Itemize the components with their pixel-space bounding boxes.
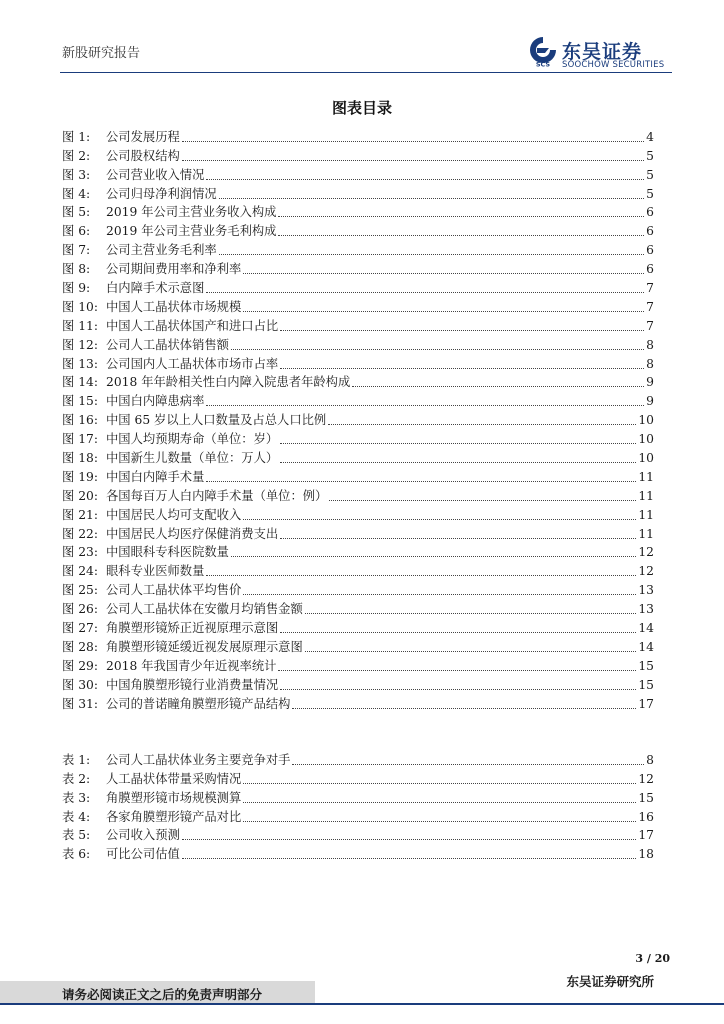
toc-entry-number: 图 24: bbox=[62, 564, 98, 579]
toc-entry-page: 6 bbox=[646, 243, 654, 258]
toc-entry-number: 图 15: bbox=[62, 394, 98, 409]
toc-entry-label: 公司的普诺瞳角膜塑形镜产品结构 bbox=[106, 696, 291, 711]
toc-leader-dots bbox=[243, 821, 636, 822]
toc-entry-page: 16 bbox=[638, 809, 654, 824]
toc-leader-dots bbox=[243, 519, 636, 520]
toc-entry-page: 4 bbox=[646, 129, 654, 144]
toc-entry-page: 17 bbox=[638, 696, 654, 711]
toc-entry-label: 中国角膜塑形镜行业消费量情况 bbox=[106, 677, 279, 692]
toc-entry-label: 中国白内障手术量 bbox=[106, 469, 205, 484]
toc-entry-page: 8 bbox=[646, 356, 654, 371]
toc-entry-label: 中国 65 岁以上人口数量及占总人口比例 bbox=[106, 413, 327, 428]
toc-entry-number: 图 27: bbox=[62, 621, 98, 636]
brand-name-en: SOOCHOW SECURITIES bbox=[562, 60, 665, 70]
toc-entry-number: 图 26: bbox=[62, 602, 98, 617]
toc-entry-label: 角膜塑形镜延缓近视发展原理示意图 bbox=[106, 639, 303, 654]
toc-leader-dots bbox=[278, 216, 644, 217]
brand-mark-text: SCS bbox=[535, 60, 551, 68]
toc-leader-dots bbox=[219, 254, 644, 255]
toc-entry-number: 图 11: bbox=[62, 318, 98, 333]
toc-entry-number: 图 22: bbox=[62, 526, 98, 541]
toc-leader-dots bbox=[280, 368, 644, 369]
toc-entry-label: 公司人工晶状体平均售价 bbox=[106, 583, 242, 598]
toc-leader-dots bbox=[206, 292, 644, 293]
toc-leader-dots bbox=[278, 235, 644, 236]
toc-entry-page: 13 bbox=[638, 602, 654, 617]
toc-entry-label: 公司股权结构 bbox=[106, 148, 180, 163]
toc-entry-page: 11 bbox=[638, 526, 654, 541]
toc-entry-number: 表 2: bbox=[62, 771, 91, 786]
figure-entry[interactable] bbox=[62, 504, 654, 523]
toc-entry-label: 中国人工晶状体市场规模 bbox=[106, 299, 242, 314]
toc-entry-number: 图 23: bbox=[62, 545, 98, 560]
toc-entry-number: 图 6: bbox=[62, 224, 91, 239]
footer-divider bbox=[0, 1003, 724, 1005]
toc-leader-dots bbox=[328, 424, 636, 425]
toc-entry-page: 5 bbox=[646, 148, 654, 163]
toc-entry-page: 5 bbox=[646, 167, 654, 182]
toc-entry-label: 中国人均预期寿命（单位：岁） bbox=[106, 432, 279, 447]
toc-entry-number: 图 16: bbox=[62, 413, 98, 428]
toc-leader-dots bbox=[280, 443, 636, 444]
figure-entry[interactable] bbox=[62, 485, 654, 504]
toc-entry-number: 图 28: bbox=[62, 639, 98, 654]
figure-entry[interactable] bbox=[62, 560, 654, 579]
toc-entry-label: 中国新生儿数量（单位：万人） bbox=[106, 451, 279, 466]
toc-entry-number: 表 4: bbox=[62, 809, 91, 824]
figure-entry[interactable] bbox=[62, 277, 654, 296]
toc-leader-dots bbox=[206, 405, 644, 406]
toc-leader-dots bbox=[280, 330, 644, 331]
toc-entry-label: 中国白内障患病率 bbox=[106, 394, 205, 409]
toc-leader-dots bbox=[243, 594, 636, 595]
toc-leader-dots bbox=[243, 311, 644, 312]
toc-leader-dots bbox=[243, 273, 644, 274]
toc-entry-number: 图 9: bbox=[62, 281, 91, 296]
table-entry[interactable] bbox=[62, 825, 654, 844]
toc-entry-page: 14 bbox=[638, 639, 654, 654]
figure-entry[interactable] bbox=[62, 164, 654, 183]
toc-entry-number: 图 8: bbox=[62, 262, 91, 277]
toc-entry-label: 公司人工晶状体销售额 bbox=[106, 337, 229, 352]
toc-entry-page: 8 bbox=[646, 337, 654, 352]
toc-entry-page: 18 bbox=[638, 847, 654, 862]
toc-entry-number: 图 25: bbox=[62, 583, 98, 598]
toc-entry-page: 8 bbox=[646, 752, 654, 767]
toc-entry-label: 各国每百万人白内障手术量（单位：例） bbox=[106, 488, 328, 503]
toc-entry-page: 13 bbox=[638, 583, 654, 598]
figure-entry[interactable] bbox=[62, 334, 654, 353]
footer-institute: 东吴证券研究所 bbox=[566, 974, 654, 989]
toc-entry-number: 图 18: bbox=[62, 451, 98, 466]
toc-entry-number: 图 3: bbox=[62, 167, 91, 182]
brand-name-cn: 东吴证券 bbox=[562, 41, 643, 63]
toc-entry-label: 2018 年我国青少年近视率统计 bbox=[106, 658, 277, 673]
toc-entry-label: 公司归母净利润情况 bbox=[106, 186, 217, 201]
toc-entry-number: 图 20: bbox=[62, 488, 98, 503]
table-list bbox=[62, 749, 654, 862]
brand-logo bbox=[528, 36, 678, 70]
table-entry[interactable] bbox=[62, 768, 654, 787]
figure-entry[interactable] bbox=[62, 466, 654, 485]
toc-entry-label: 2018 年年龄相关性白内障入院患者年龄构成 bbox=[106, 375, 351, 390]
toc-entry-label: 白内障手术示意图 bbox=[106, 281, 205, 296]
toc-entry-page: 7 bbox=[646, 281, 654, 296]
toc-entry-label: 各家角膜塑形镜产品对比 bbox=[106, 809, 242, 824]
figure-entry[interactable] bbox=[62, 636, 654, 655]
toc-leader-dots bbox=[219, 198, 644, 199]
figure-entry[interactable] bbox=[62, 617, 654, 636]
figure-entry[interactable] bbox=[62, 447, 654, 466]
toc-entry-number: 图 19: bbox=[62, 469, 98, 484]
figure-entry[interactable] bbox=[62, 428, 654, 447]
figure-entry[interactable] bbox=[62, 542, 654, 561]
toc-leader-dots bbox=[278, 670, 636, 671]
toc-entry-page: 5 bbox=[646, 186, 654, 201]
figure-entry[interactable] bbox=[62, 202, 654, 221]
toc-leader-dots bbox=[352, 386, 644, 387]
figure-entry[interactable] bbox=[62, 579, 654, 598]
toc-entry-number: 图 7: bbox=[62, 243, 91, 258]
toc-entry-label: 可比公司估值 bbox=[106, 847, 180, 862]
toc-entry-page: 11 bbox=[638, 469, 654, 484]
figure-entry[interactable] bbox=[62, 220, 654, 239]
toc-entry-page: 14 bbox=[638, 621, 654, 636]
toc-entry-page: 7 bbox=[646, 318, 654, 333]
toc-entry-label: 公司发展历程 bbox=[106, 129, 180, 144]
toc-leader-dots bbox=[280, 689, 636, 690]
toc-leader-dots bbox=[206, 179, 644, 180]
toc-entry-page: 12 bbox=[638, 564, 654, 579]
toc-entry-label: 公司营业收入情况 bbox=[106, 167, 205, 182]
toc-entry-page: 15 bbox=[638, 790, 654, 805]
toc-entry-number: 表 3: bbox=[62, 790, 91, 805]
figure-entry[interactable] bbox=[62, 390, 654, 409]
toc-leader-dots bbox=[305, 651, 637, 652]
figure-list bbox=[62, 126, 654, 712]
toc-leader-dots bbox=[292, 708, 636, 709]
figure-entry[interactable] bbox=[62, 183, 654, 202]
toc-entry-number: 表 1: bbox=[62, 752, 91, 767]
toc-entry-page: 10 bbox=[638, 451, 654, 466]
toc-entry-page: 15 bbox=[638, 677, 654, 692]
toc-entry-label: 2019 年公司主营业务毛利构成 bbox=[106, 224, 277, 239]
toc-entry-number: 图 5: bbox=[62, 205, 91, 220]
toc-entry-label: 公司主营业务毛利率 bbox=[106, 243, 217, 258]
toc-entry-page: 12 bbox=[638, 771, 654, 786]
header-report-type: 新股研究报告 bbox=[62, 46, 141, 61]
toc-entry-number: 图 29: bbox=[62, 658, 98, 673]
toc-entry-label: 人工晶状体带量采购情况 bbox=[106, 771, 242, 786]
figure-entry[interactable] bbox=[62, 655, 654, 674]
toc-leader-dots bbox=[329, 500, 636, 501]
toc-leader-dots bbox=[231, 556, 636, 557]
toc-entry-number: 图 21: bbox=[62, 507, 98, 522]
figure-entry[interactable] bbox=[62, 409, 654, 428]
toc-entry-label: 公司国内人工晶状体市场市占率 bbox=[106, 356, 279, 371]
toc-entry-number: 图 31: bbox=[62, 696, 98, 711]
figure-entry[interactable] bbox=[62, 372, 654, 391]
toc-entry-number: 图 17: bbox=[62, 432, 98, 447]
toc-leader-dots bbox=[292, 764, 644, 765]
toc-leader-dots bbox=[182, 141, 644, 142]
toc-entry-label: 公司期间费用率和净利率 bbox=[106, 262, 242, 277]
toc-leader-dots bbox=[305, 613, 637, 614]
toc-leader-dots bbox=[182, 858, 637, 859]
toc-entry-number: 表 6: bbox=[62, 847, 91, 862]
toc-entry-number: 图 30: bbox=[62, 677, 98, 692]
toc-entry-label: 公司收入预测 bbox=[106, 828, 180, 843]
figure-entry[interactable] bbox=[62, 258, 654, 277]
toc-entry-page: 6 bbox=[646, 262, 654, 277]
toc-leader-dots bbox=[206, 481, 636, 482]
toc-entry-label: 中国眼科专科医院数量 bbox=[106, 545, 229, 560]
header-divider bbox=[60, 72, 672, 73]
toc-entry-label: 角膜塑形镜市场规模测算 bbox=[106, 790, 242, 805]
toc-entry-label: 中国人工晶状体国产和进口占比 bbox=[106, 318, 279, 333]
toc-entry-label: 公司人工晶状体业务主要竞争对手 bbox=[106, 752, 291, 767]
toc-entry-page: 17 bbox=[638, 828, 654, 843]
toc-leader-dots bbox=[280, 462, 636, 463]
toc-leader-dots bbox=[243, 783, 636, 784]
figure-entry[interactable] bbox=[62, 296, 654, 315]
toc-entry-page: 12 bbox=[638, 545, 654, 560]
toc-entry-page: 10 bbox=[638, 413, 654, 428]
page-number: 3 / 20 bbox=[635, 952, 670, 965]
toc-entry-page: 6 bbox=[646, 224, 654, 239]
toc-entry-page: 9 bbox=[646, 394, 654, 409]
toc-entry-label: 2019 年公司主营业务收入构成 bbox=[106, 205, 277, 220]
figure-entry[interactable] bbox=[62, 598, 654, 617]
toc-entry-number: 图 12: bbox=[62, 337, 98, 352]
figure-entry[interactable] bbox=[62, 674, 654, 693]
toc-entry-number: 图 10: bbox=[62, 299, 98, 314]
figure-entry[interactable] bbox=[62, 126, 654, 145]
figure-entry[interactable] bbox=[62, 145, 654, 164]
toc-leader-dots bbox=[182, 160, 644, 161]
figure-entry[interactable] bbox=[62, 353, 654, 372]
toc-entry-page: 11 bbox=[638, 488, 654, 503]
toc-leader-dots bbox=[243, 802, 636, 803]
toc-entry-label: 公司人工晶状体在安徽月均销售金额 bbox=[106, 602, 303, 617]
toc-entry-number: 图 2: bbox=[62, 148, 91, 163]
toc-entry-number: 图 14: bbox=[62, 375, 98, 390]
toc-entry-page: 11 bbox=[638, 507, 654, 522]
toc-entry-page: 6 bbox=[646, 205, 654, 220]
toc-leader-dots bbox=[206, 575, 636, 576]
footer-disclaimer: 请务必阅读正文之后的免责声明部分 bbox=[62, 987, 263, 1002]
toc-entry-label: 中国居民人均医疗保健消费支出 bbox=[106, 526, 279, 541]
toc-entry-number: 图 1: bbox=[62, 129, 91, 144]
toc-entry-label: 中国居民人均可支配收入 bbox=[106, 507, 242, 522]
toc-leader-dots bbox=[280, 632, 636, 633]
page-title: 图表目录 bbox=[331, 99, 392, 117]
figure-entry[interactable] bbox=[62, 523, 654, 542]
toc-leader-dots bbox=[231, 349, 644, 350]
toc-entry-page: 7 bbox=[646, 299, 654, 314]
toc-entry-label: 角膜塑形镜矫正近视原理示意图 bbox=[106, 621, 279, 636]
figure-entry[interactable] bbox=[62, 315, 654, 334]
brand-mark-icon bbox=[528, 36, 558, 68]
table-entry[interactable] bbox=[62, 806, 654, 825]
toc-entry-number: 表 5: bbox=[62, 828, 91, 843]
toc-entry-page: 10 bbox=[638, 432, 654, 447]
table-entry[interactable] bbox=[62, 749, 654, 768]
toc-leader-dots bbox=[280, 538, 636, 539]
table-entry[interactable] bbox=[62, 787, 654, 806]
figure-entry[interactable] bbox=[62, 239, 654, 258]
toc-entry-label: 眼科专业医师数量 bbox=[106, 564, 205, 579]
toc-entry-page: 15 bbox=[638, 658, 654, 673]
toc-entry-number: 图 13: bbox=[62, 356, 98, 371]
toc-entry-number: 图 4: bbox=[62, 186, 91, 201]
toc-leader-dots bbox=[182, 839, 637, 840]
toc-entry-page: 9 bbox=[646, 375, 654, 390]
table-entry[interactable] bbox=[62, 843, 654, 862]
figure-entry[interactable] bbox=[62, 693, 654, 712]
